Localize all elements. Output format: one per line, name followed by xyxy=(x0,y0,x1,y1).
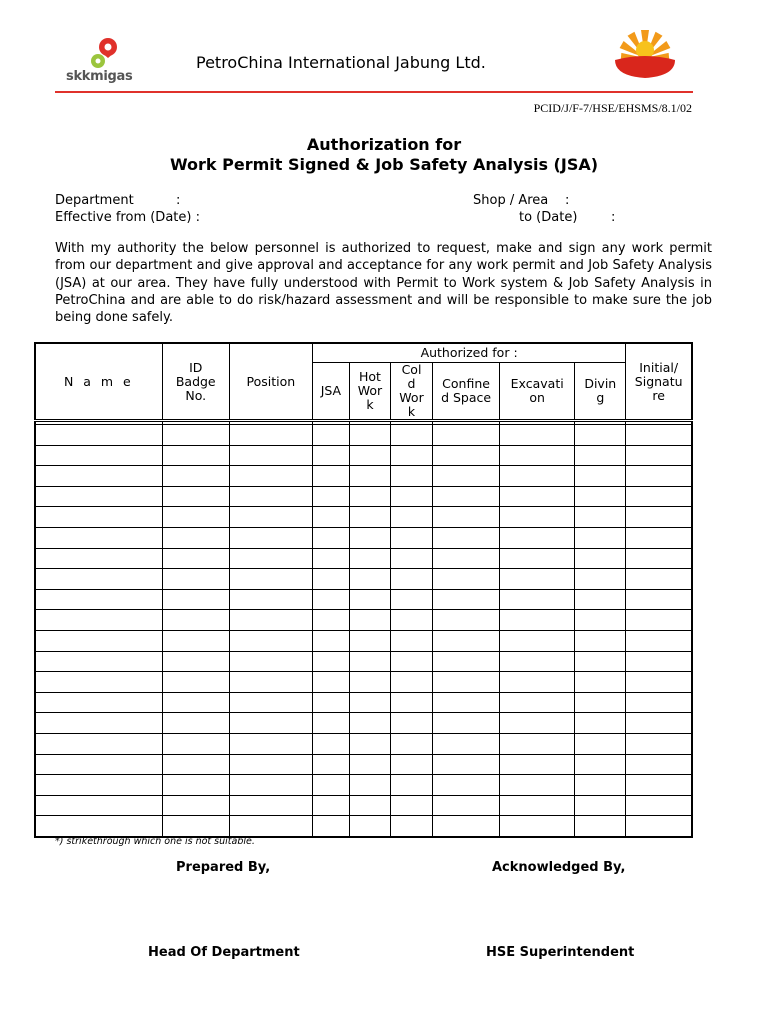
table-cell[interactable] xyxy=(229,425,312,446)
col-header-name: N a m e xyxy=(35,343,162,421)
table-cell[interactable] xyxy=(626,569,692,590)
col-header-diving xyxy=(575,363,626,421)
table-cell[interactable] xyxy=(500,548,575,569)
table-cell[interactable] xyxy=(390,630,432,651)
id-badge-line3: No. xyxy=(185,387,207,403)
col-header-id-badge xyxy=(162,343,229,421)
table-cell[interactable] xyxy=(162,672,229,693)
table-cell[interactable] xyxy=(433,754,500,775)
diving-line2: g xyxy=(596,390,605,405)
table-cell[interactable] xyxy=(390,569,432,590)
petrochina-logo-icon xyxy=(612,26,678,80)
table-row xyxy=(35,733,692,754)
table-cell[interactable] xyxy=(433,651,500,672)
table-cell[interactable] xyxy=(626,527,692,548)
table-row xyxy=(35,548,692,569)
table-cell[interactable] xyxy=(312,589,349,610)
table-cell[interactable] xyxy=(229,713,312,734)
table-cell[interactable] xyxy=(500,610,575,631)
cold-work-line1: Col xyxy=(401,362,422,377)
table-cell[interactable] xyxy=(433,527,500,548)
table-cell[interactable] xyxy=(626,610,692,631)
table-cell[interactable] xyxy=(229,548,312,569)
table-cell[interactable] xyxy=(575,672,626,693)
table-cell[interactable] xyxy=(433,795,500,816)
table-cell[interactable] xyxy=(162,630,229,651)
table-cell[interactable] xyxy=(35,630,162,651)
table-cell[interactable] xyxy=(500,630,575,651)
to-date-label: to (Date) xyxy=(519,210,578,225)
table-row xyxy=(35,692,692,713)
table-cell[interactable] xyxy=(626,425,692,446)
col-header-jsa: JSA xyxy=(312,363,349,421)
table-cell[interactable] xyxy=(433,610,500,631)
excavation-line1: Excavati xyxy=(510,376,564,391)
confined-space-line2: d Space xyxy=(441,390,492,405)
table-cell[interactable] xyxy=(626,795,692,816)
table-cell[interactable] xyxy=(35,651,162,672)
table-cell[interactable] xyxy=(575,754,626,775)
table-cell[interactable] xyxy=(575,507,626,528)
table-cell[interactable] xyxy=(575,775,626,796)
table-row xyxy=(35,630,692,651)
table-cell[interactable] xyxy=(500,589,575,610)
table-cell[interactable] xyxy=(162,816,229,837)
cold-work-line3: Wor xyxy=(399,390,424,405)
skkmigas-pin-icon xyxy=(62,36,144,72)
table-cell[interactable] xyxy=(312,630,349,651)
prepared-by-label: Prepared By, xyxy=(176,860,271,875)
table-cell[interactable] xyxy=(349,692,390,713)
table-cell[interactable] xyxy=(626,672,692,693)
initial-signature-line2: Signatu xyxy=(634,373,683,389)
table-cell[interactable] xyxy=(35,713,162,734)
table-cell[interactable] xyxy=(500,733,575,754)
table-cell[interactable] xyxy=(575,610,626,631)
table-cell[interactable] xyxy=(390,425,432,446)
table-cell[interactable] xyxy=(312,527,349,548)
authorization-table xyxy=(34,342,693,838)
table-cell[interactable] xyxy=(349,466,390,487)
table-cell[interactable] xyxy=(349,672,390,693)
table-cell[interactable] xyxy=(229,466,312,487)
table-cell[interactable] xyxy=(575,795,626,816)
cold-work-line4: k xyxy=(407,404,416,419)
table-cell[interactable] xyxy=(162,713,229,734)
table-body xyxy=(35,421,692,837)
table-cell[interactable] xyxy=(390,775,432,796)
table-cell[interactable] xyxy=(229,507,312,528)
table-row xyxy=(35,651,692,672)
table-cell[interactable] xyxy=(433,816,500,837)
table-row xyxy=(35,527,692,548)
table-cell[interactable] xyxy=(575,486,626,507)
acknowledged-by-label: Acknowledged By, xyxy=(492,860,626,875)
table-cell[interactable] xyxy=(500,651,575,672)
table-cell[interactable] xyxy=(500,816,575,837)
head-of-department-label: Head Of Department xyxy=(148,945,300,960)
initial-signature-line3: re xyxy=(652,387,665,403)
table-cell[interactable] xyxy=(229,610,312,631)
col-header-excavation xyxy=(500,363,575,421)
table-cell[interactable] xyxy=(35,548,162,569)
table-cell[interactable] xyxy=(575,548,626,569)
table-cell[interactable] xyxy=(575,425,626,446)
form-title-line1: Authorization for xyxy=(306,135,462,154)
table-cell[interactable] xyxy=(35,816,162,837)
table-cell[interactable] xyxy=(500,672,575,693)
table-cell[interactable] xyxy=(349,445,390,466)
table-row xyxy=(35,713,692,734)
table-cell[interactable] xyxy=(349,754,390,775)
table-cell[interactable] xyxy=(312,466,349,487)
table-cell[interactable] xyxy=(575,651,626,672)
table-cell[interactable] xyxy=(162,754,229,775)
table-cell[interactable] xyxy=(349,610,390,631)
table-cell[interactable] xyxy=(162,507,229,528)
hot-work-line1: Hot xyxy=(358,369,381,384)
table-cell[interactable] xyxy=(390,466,432,487)
table-cell[interactable] xyxy=(162,733,229,754)
table-cell[interactable] xyxy=(162,692,229,713)
col-header-position: Position xyxy=(229,343,312,421)
initial-signature-line1: Initial/ xyxy=(639,359,679,375)
table-cell[interactable] xyxy=(349,569,390,590)
department-colon: : xyxy=(176,193,181,208)
table-cell[interactable] xyxy=(500,569,575,590)
table-cell[interactable] xyxy=(626,651,692,672)
document-code: PCID/J/F-7/HSE/EHSMS/8.1/02 xyxy=(533,101,692,115)
table-cell[interactable] xyxy=(390,486,432,507)
table-cell[interactable] xyxy=(35,795,162,816)
cold-work-line2: d xyxy=(407,376,416,391)
table-cell[interactable] xyxy=(500,775,575,796)
table-cell[interactable] xyxy=(390,445,432,466)
company-name: PetroChina International Jabung Ltd. xyxy=(196,53,486,72)
table-row xyxy=(35,672,692,693)
table-cell[interactable] xyxy=(312,569,349,590)
table-cell[interactable] xyxy=(229,754,312,775)
table-cell[interactable] xyxy=(312,445,349,466)
table-row xyxy=(35,569,692,590)
form-title-line2: Work Permit Signed & Job Safety Analysis (JSA) xyxy=(169,155,599,174)
table-row xyxy=(35,610,692,631)
table-cell[interactable] xyxy=(500,713,575,734)
table-cell[interactable] xyxy=(626,445,692,466)
table-cell[interactable] xyxy=(390,548,432,569)
table-cell[interactable] xyxy=(349,651,390,672)
table-cell[interactable] xyxy=(35,672,162,693)
table-cell[interactable] xyxy=(35,569,162,590)
table-cell[interactable] xyxy=(575,527,626,548)
table-cell[interactable] xyxy=(626,775,692,796)
table-cell[interactable] xyxy=(162,651,229,672)
table-cell[interactable] xyxy=(229,527,312,548)
diving-line1: Divin xyxy=(584,376,617,391)
table-cell[interactable] xyxy=(433,486,500,507)
table-cell[interactable] xyxy=(626,486,692,507)
table-cell[interactable] xyxy=(349,630,390,651)
table-cell[interactable] xyxy=(433,507,500,528)
table-cell[interactable] xyxy=(575,569,626,590)
table-cell[interactable] xyxy=(500,507,575,528)
table-cell[interactable] xyxy=(500,486,575,507)
table-cell[interactable] xyxy=(312,425,349,446)
header-rule xyxy=(55,91,693,93)
table-cell[interactable] xyxy=(229,692,312,713)
table-cell[interactable] xyxy=(162,425,229,446)
table-cell[interactable] xyxy=(433,425,500,446)
table-cell[interactable] xyxy=(433,589,500,610)
table-cell[interactable] xyxy=(433,672,500,693)
table-cell[interactable] xyxy=(349,713,390,734)
table-row xyxy=(35,816,692,837)
table-cell[interactable] xyxy=(390,816,432,837)
table-cell[interactable] xyxy=(312,733,349,754)
petrochina-logo xyxy=(612,26,678,80)
table-cell[interactable] xyxy=(229,630,312,651)
table-cell[interactable] xyxy=(312,692,349,713)
table-cell[interactable] xyxy=(500,425,575,446)
table-cell[interactable] xyxy=(349,527,390,548)
table-row xyxy=(35,775,692,796)
table-cell[interactable] xyxy=(162,569,229,590)
table-row xyxy=(35,486,692,507)
table-cell[interactable] xyxy=(35,507,162,528)
table-cell[interactable] xyxy=(35,527,162,548)
table-row xyxy=(35,445,692,466)
table-cell[interactable] xyxy=(433,466,500,487)
table-cell[interactable] xyxy=(349,775,390,796)
id-badge-line1: ID xyxy=(189,359,203,375)
table-cell[interactable] xyxy=(575,445,626,466)
table-cell[interactable] xyxy=(626,548,692,569)
table-cell[interactable] xyxy=(349,548,390,569)
table-cell[interactable] xyxy=(35,589,162,610)
table-cell[interactable] xyxy=(575,589,626,610)
table-cell[interactable] xyxy=(35,754,162,775)
table-cell[interactable] xyxy=(500,795,575,816)
table-cell[interactable] xyxy=(229,816,312,837)
col-header-authorized-for: Authorized for : xyxy=(312,343,625,363)
id-badge-line2: Badge xyxy=(175,373,216,389)
hot-work-line2: Wor xyxy=(357,383,383,398)
table-cell[interactable] xyxy=(229,589,312,610)
table-cell[interactable] xyxy=(626,713,692,734)
confined-space-line1: Confine xyxy=(442,376,490,391)
col-header-confined-space xyxy=(433,363,500,421)
table-cell[interactable] xyxy=(626,692,692,713)
table-cell[interactable] xyxy=(229,672,312,693)
table-cell[interactable] xyxy=(312,816,349,837)
table-row xyxy=(35,425,692,446)
table-cell[interactable] xyxy=(433,713,500,734)
department-label: Department xyxy=(55,193,134,208)
table-cell[interactable] xyxy=(312,610,349,631)
table-cell[interactable] xyxy=(162,445,229,466)
table-cell[interactable] xyxy=(35,425,162,446)
table-cell[interactable] xyxy=(312,795,349,816)
table-cell[interactable] xyxy=(390,733,432,754)
table-cell[interactable] xyxy=(626,754,692,775)
table-cell[interactable] xyxy=(312,672,349,693)
table-cell[interactable] xyxy=(349,425,390,446)
table-cell[interactable] xyxy=(575,733,626,754)
table-cell[interactable] xyxy=(35,733,162,754)
table-cell[interactable] xyxy=(162,486,229,507)
table-row xyxy=(35,754,692,775)
table-cell[interactable] xyxy=(390,651,432,672)
table-cell[interactable] xyxy=(390,672,432,693)
table-cell[interactable] xyxy=(500,527,575,548)
to-date-colon: : xyxy=(611,210,616,225)
table-cell[interactable] xyxy=(229,486,312,507)
table-row xyxy=(35,795,692,816)
table-cell[interactable] xyxy=(349,507,390,528)
excavation-line2: on xyxy=(529,390,545,405)
table-cell[interactable] xyxy=(349,486,390,507)
table-cell[interactable] xyxy=(229,651,312,672)
col-header-hot-work xyxy=(349,363,390,421)
table-row xyxy=(35,507,692,528)
table-cell[interactable] xyxy=(312,775,349,796)
table-cell[interactable] xyxy=(626,630,692,651)
table-cell[interactable] xyxy=(312,548,349,569)
table-row xyxy=(35,466,692,487)
footnote: *) strikethrough which one is not suitable. xyxy=(55,836,255,847)
effective-from-label: Effective from (Date) : xyxy=(55,210,200,225)
table-cell[interactable] xyxy=(575,466,626,487)
table-cell[interactable] xyxy=(349,733,390,754)
table-cell[interactable] xyxy=(312,651,349,672)
table-cell[interactable] xyxy=(162,795,229,816)
table-cell[interactable] xyxy=(35,445,162,466)
table-cell[interactable] xyxy=(35,775,162,796)
table-cell[interactable] xyxy=(312,713,349,734)
table-cell[interactable] xyxy=(433,548,500,569)
table-cell[interactable] xyxy=(626,466,692,487)
table-cell[interactable] xyxy=(312,507,349,528)
table-cell[interactable] xyxy=(390,754,432,775)
table-cell[interactable] xyxy=(229,795,312,816)
table-cell[interactable] xyxy=(162,527,229,548)
table-cell[interactable] xyxy=(626,589,692,610)
table-cell[interactable] xyxy=(575,816,626,837)
table-cell[interactable] xyxy=(229,445,312,466)
hse-superintendent-label: HSE Superintendent xyxy=(486,945,635,960)
shop-area-colon: : xyxy=(565,193,570,208)
table-cell[interactable] xyxy=(35,692,162,713)
table-cell[interactable] xyxy=(390,507,432,528)
table-cell[interactable] xyxy=(312,754,349,775)
table-cell[interactable] xyxy=(390,527,432,548)
table-cell[interactable] xyxy=(575,692,626,713)
table-cell[interactable] xyxy=(349,795,390,816)
table-cell[interactable] xyxy=(626,816,692,837)
table-cell[interactable] xyxy=(626,507,692,528)
table-cell[interactable] xyxy=(229,775,312,796)
table-cell[interactable] xyxy=(35,466,162,487)
table-cell[interactable] xyxy=(162,548,229,569)
table-cell[interactable] xyxy=(162,775,229,796)
table-cell[interactable] xyxy=(312,486,349,507)
table-cell[interactable] xyxy=(35,486,162,507)
table-cell[interactable] xyxy=(626,733,692,754)
table-cell[interactable] xyxy=(500,754,575,775)
table-cell[interactable] xyxy=(229,569,312,590)
table-cell[interactable] xyxy=(433,569,500,590)
skkmigas-logo xyxy=(62,36,144,86)
table-cell[interactable] xyxy=(575,713,626,734)
table-cell[interactable] xyxy=(35,610,162,631)
table-row xyxy=(35,589,692,610)
table-cell[interactable] xyxy=(390,795,432,816)
table-cell[interactable] xyxy=(433,445,500,466)
table-cell[interactable] xyxy=(500,445,575,466)
col-header-initial-signature xyxy=(626,343,692,421)
table-cell[interactable] xyxy=(500,466,575,487)
authorization-paragraph: With my authority the below personnel is authorized to request, make and sign any work permit from our department and give approval and acceptance for any work permit and Job Safety Analysis (JSA) at our area. They have fully understood with Permit to Work system & Job Safety Analysis in PetroChina and are able to do risk/hazard assessment and will be responsible to make sure the job being done safely. xyxy=(55,241,712,326)
table-cell[interactable] xyxy=(162,466,229,487)
table-cell[interactable] xyxy=(433,692,500,713)
col-header-cold-work xyxy=(390,363,432,421)
table-cell[interactable] xyxy=(229,733,312,754)
hot-work-line3: k xyxy=(366,397,374,412)
table-cell[interactable] xyxy=(162,589,229,610)
table-cell[interactable] xyxy=(390,692,432,713)
table-cell[interactable] xyxy=(500,692,575,713)
skkmigas-logo-text: skkmigas xyxy=(66,69,133,84)
table-cell[interactable] xyxy=(390,713,432,734)
table-cell[interactable] xyxy=(433,733,500,754)
table-cell[interactable] xyxy=(390,610,432,631)
table-cell[interactable] xyxy=(349,589,390,610)
table-cell[interactable] xyxy=(390,589,432,610)
table-cell[interactable] xyxy=(162,610,229,631)
table-cell[interactable] xyxy=(433,630,500,651)
shop-area-label: Shop / Area xyxy=(473,193,549,208)
table-cell[interactable] xyxy=(433,775,500,796)
table-cell[interactable] xyxy=(349,816,390,837)
table-cell[interactable] xyxy=(575,630,626,651)
